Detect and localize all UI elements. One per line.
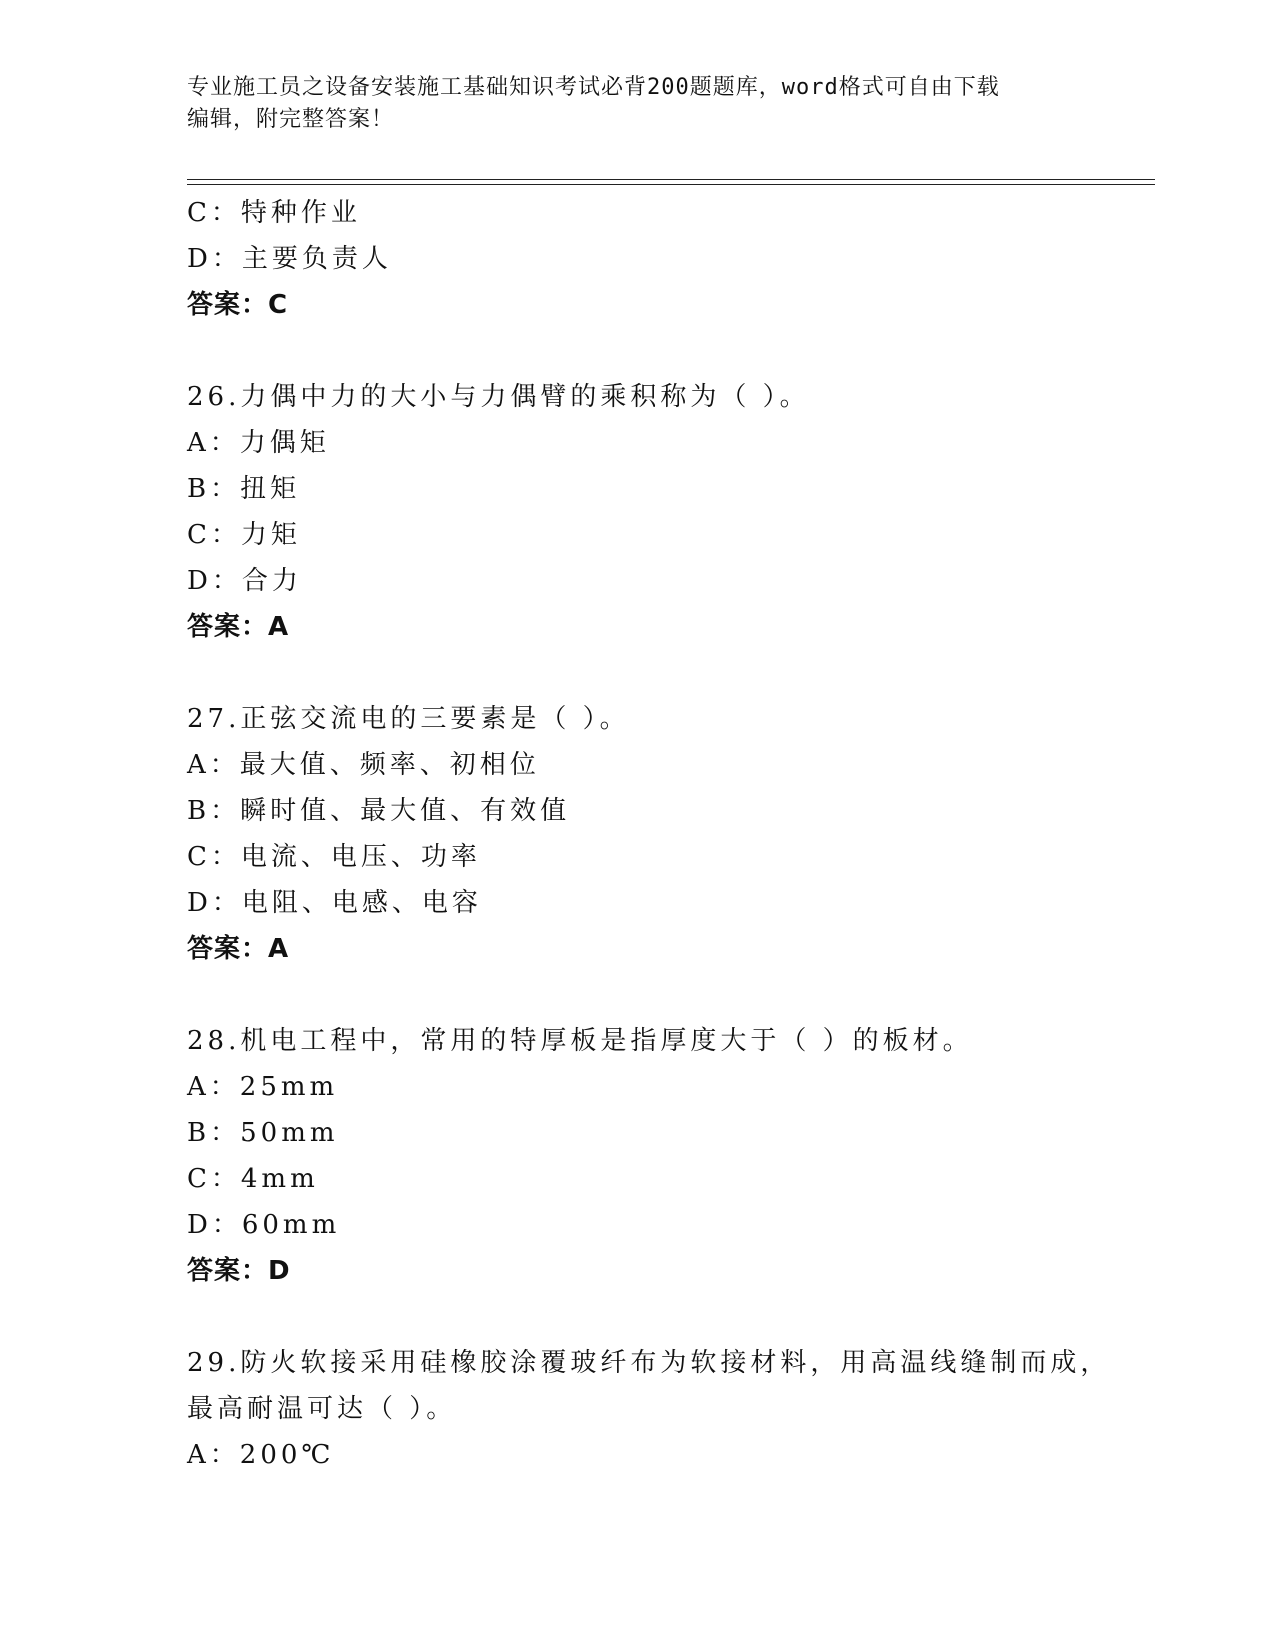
question-text-line-1: 29.防火软接采用硅橡胶涂覆玻纤布为软接材料，用高温线缝制而成，: [187, 1348, 1111, 1378]
answer: 答案：D: [187, 1256, 291, 1286]
option-b: B：50mm: [187, 1118, 339, 1148]
question-29: [187, 1340, 1147, 1478]
question-27: [187, 696, 1147, 972]
option-d: D：60mm: [187, 1210, 341, 1240]
option-a: A：力偶矩: [187, 428, 330, 458]
question-text: 28.机电工程中，常用的特厚板是指厚度大于（ ）的板材。: [187, 1026, 973, 1056]
option-c: C：电流、电压、功率: [187, 842, 481, 872]
spacer: [187, 650, 1147, 696]
option-c: C：力矩: [187, 520, 301, 550]
spacer: [187, 1294, 1147, 1340]
answer: 答案：A: [187, 934, 290, 964]
option-c: C：特种作业: [187, 198, 361, 228]
question-text: 27.正弦交流电的三要素是（ ）。: [187, 704, 630, 734]
header-line-2: 编辑，附完整答案！: [187, 107, 395, 132]
header-divider-top: [187, 179, 1155, 180]
question-26: [187, 374, 1147, 650]
answer: 答案：C: [187, 290, 289, 320]
option-c: C：4mm: [187, 1164, 319, 1194]
option-a: A：200℃: [187, 1440, 335, 1470]
header-divider-bottom: [187, 184, 1155, 185]
answer: 答案：A: [187, 612, 290, 642]
option-d: D：主要负责人: [187, 244, 392, 274]
question-text: 26.力偶中力的大小与力偶臂的乘积称为（ ）。: [187, 382, 810, 412]
question-list: [187, 190, 1147, 1478]
question-28: [187, 1018, 1147, 1294]
option-b: B：扭矩: [187, 474, 301, 504]
question-text-line-2: 最高耐温可达（ ）。: [187, 1394, 457, 1424]
question-25-tail: [187, 190, 1147, 328]
option-d: D：电阻、电感、电容: [187, 888, 482, 918]
option-a: A：最大值、频率、初相位: [187, 750, 540, 780]
option-b: B：瞬时值、最大值、有效值: [187, 796, 571, 826]
header-line-1: 专业施工员之设备安装施工基础知识考试必背200题题库，word格式可自由下载: [187, 75, 1000, 100]
option-a: A：25mm: [187, 1072, 339, 1102]
option-d: D：合力: [187, 566, 302, 596]
spacer: [187, 972, 1147, 1018]
spacer: [187, 328, 1147, 374]
document-header: [187, 72, 1087, 136]
